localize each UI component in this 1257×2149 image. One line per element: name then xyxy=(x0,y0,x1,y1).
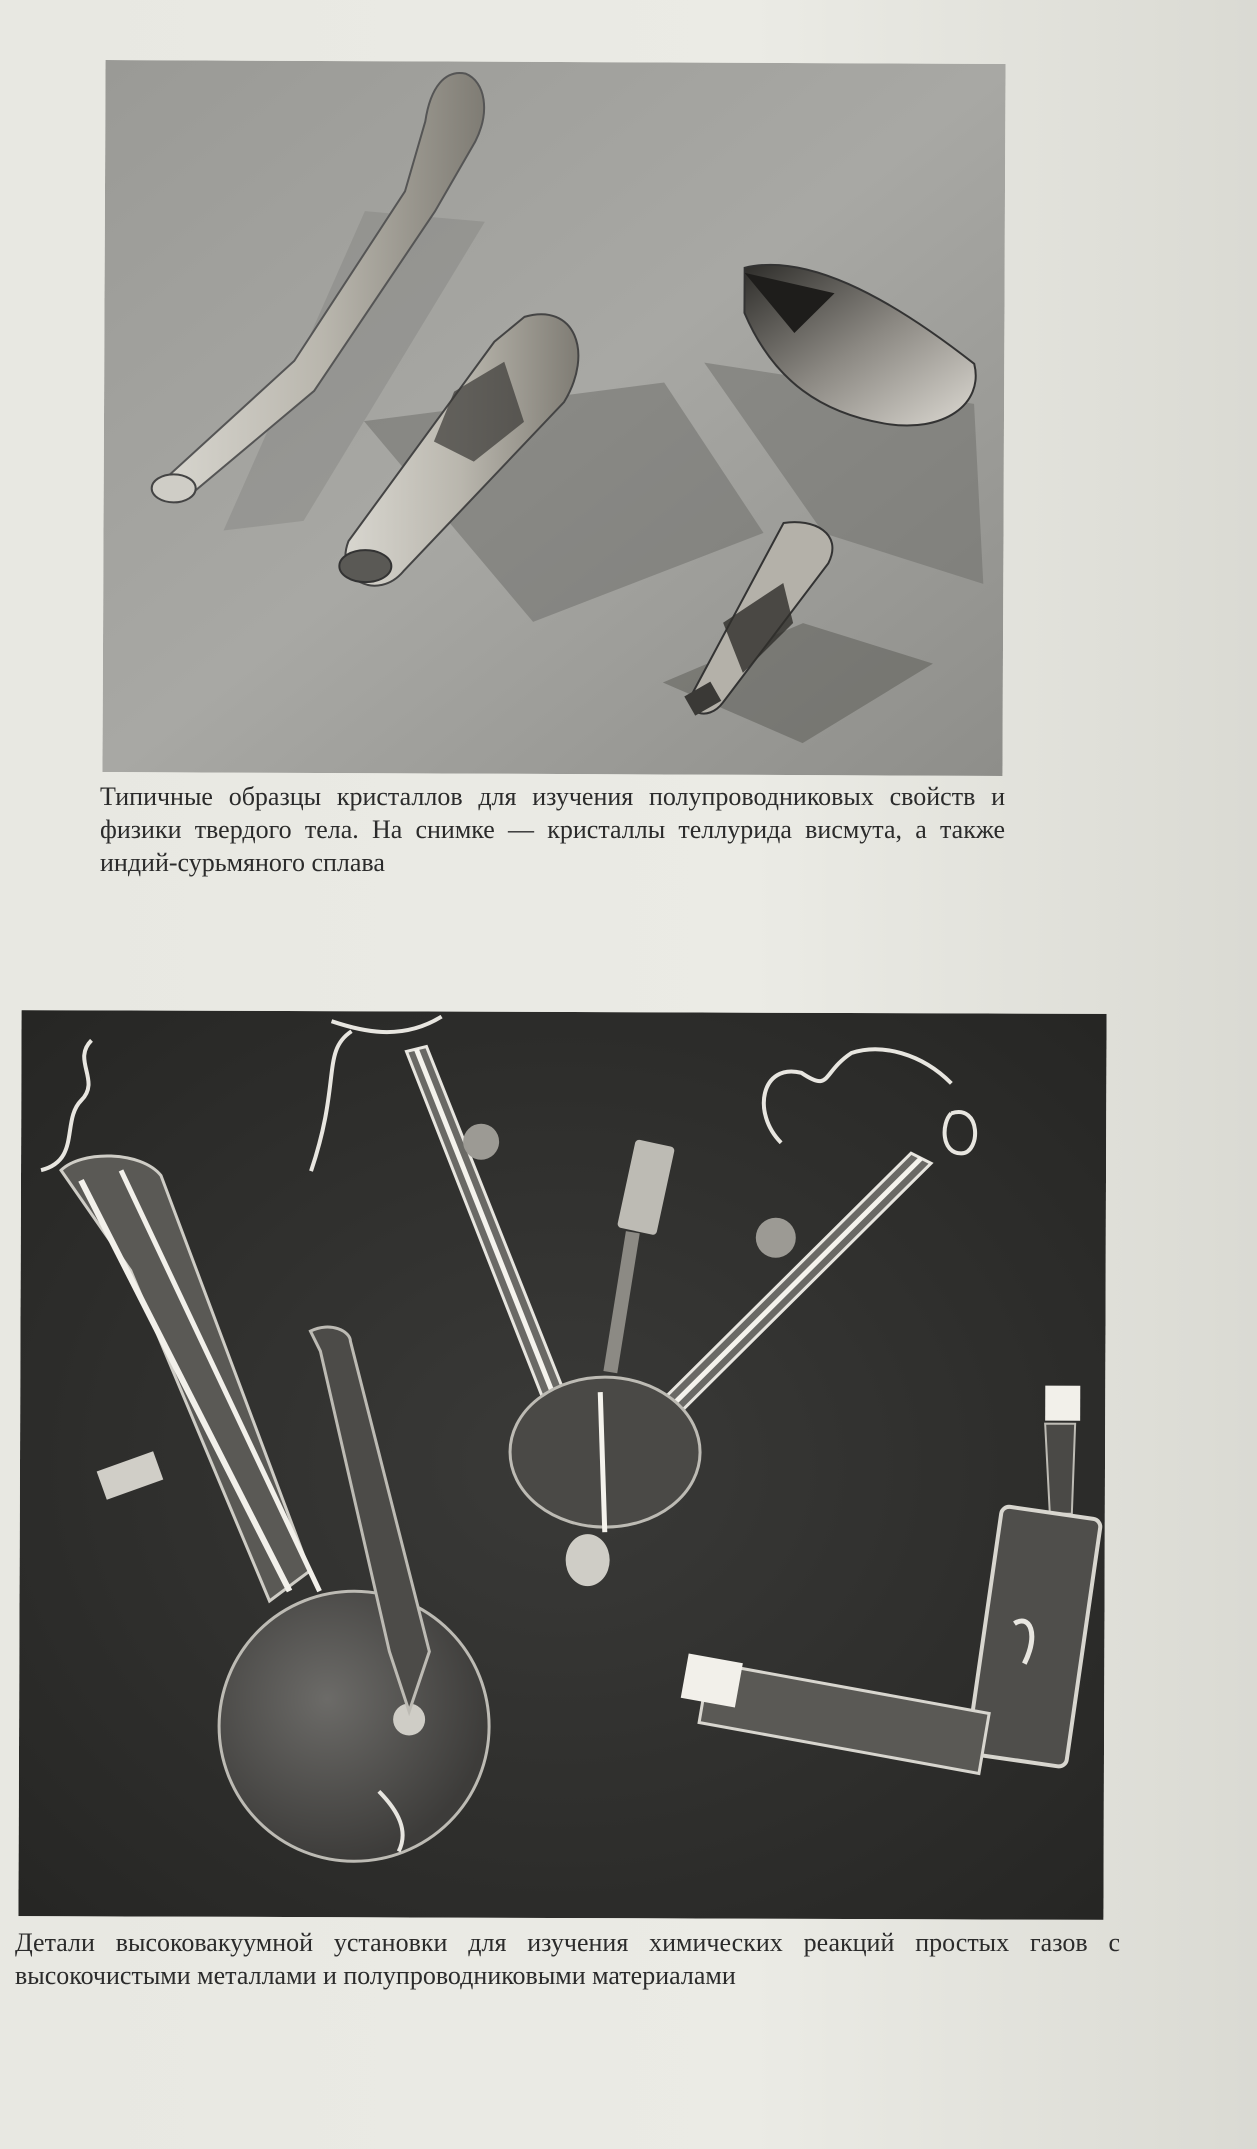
crystals-caption: Типичные образцы кристаллов для изучения полупроводниковых свойств и физики твердого тела. На снимке — кристаллы теллурида висмута, а также индий-сурьмяного сплава xyxy=(100,782,1005,877)
crystals-photo xyxy=(102,60,1005,776)
vacuum-apparatus-photo xyxy=(18,1010,1106,1920)
vacuum-apparatus-caption: Детали высоковакуумной установки для изучения химических реакций простых газов с высокочистыми металлами и полупроводниковыми материалами xyxy=(15,1928,1120,1990)
